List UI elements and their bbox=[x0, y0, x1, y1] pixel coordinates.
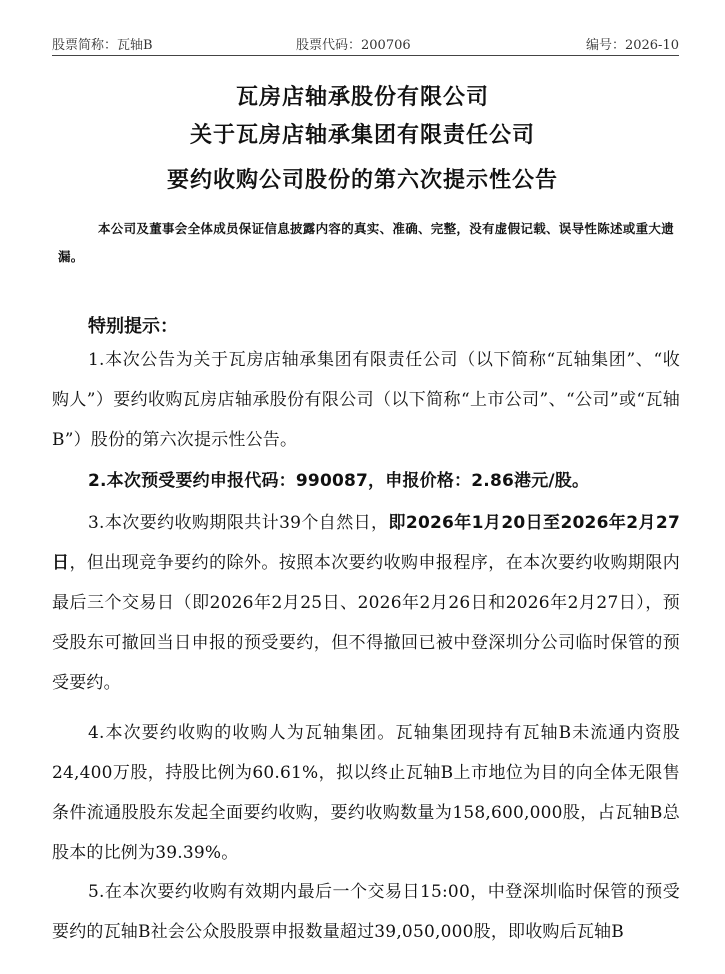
paragraph-4: 4.本次要约收购的收购人为瓦轴集团。瓦轴集团现持有瓦轴B未流通内资股24,400万股，持股比例为60.61%，拟以终止瓦轴B上市地位为目的向全体无限售条件流通股股东发起全面要约收购，要约收购数量为158,600,000股，占瓦轴B总股本的比例为39.39%。 bbox=[52, 723, 680, 863]
page-header bbox=[52, 34, 679, 54]
special-hint-title: 特别提示： bbox=[88, 316, 178, 337]
serial-number: 编号：2026-10 bbox=[585, 38, 679, 53]
paragraph-5: 5.在本次要约收购有效期内最后一个交易日15:00，中登深圳临时保管的预受要约的瓦轴B社会公众股股票申报数量超过39,050,000股，即收购后瓦轴B bbox=[52, 882, 680, 942]
p3-text-c: ，但出现竞争要约的除外。按照本次要约收购申报程序，在本次要约收购期限内最后三个交易日（即2026年2月25日、2026年2月26日和2026年2月27日），预受股东可撤回当日申报的预受要约，但不得撤回已被中登深圳分公司临时保管的预受要约。 bbox=[52, 553, 680, 693]
title-line-2: 关于瓦房店轴承集团有限责任公司 bbox=[189, 123, 535, 148]
stock-code: 股票代码：200706 bbox=[296, 38, 411, 53]
title-line-3: 要约收购公司股份的第六次提示性公告 bbox=[166, 168, 558, 193]
header-divider bbox=[52, 55, 679, 56]
paragraph-2: 2.本次预受要约申报代码：990087，申报价格：2.86港元/股。 bbox=[88, 471, 590, 491]
board-notice: 本公司及董事会全体成员保证信息披露内容的真实、准确、完整，没有虚假记载、误导性陈述或重大遗漏。 bbox=[58, 221, 675, 264]
p3-period-dates: 即2026年1月20日至2026年2月27日 bbox=[52, 513, 680, 573]
p3-text-a: 3.本次要约收购期限共计39个自然日， bbox=[88, 513, 389, 533]
stock-name: 股票简称：瓦轴B bbox=[52, 38, 153, 53]
title-line-1: 瓦房店轴承股份有限公司 bbox=[235, 85, 489, 110]
paragraph-3 bbox=[52, 503, 680, 703]
paragraph-1: 1.本次公告为关于瓦房店轴承集团有限责任公司（以下简称“瓦轴集团”、“收购人”）要约收购瓦房店轴承股份有限公司（以下简称“上市公司”、“公司”或“瓦轴B”）股份的第六次提示性公告。 bbox=[52, 350, 680, 450]
